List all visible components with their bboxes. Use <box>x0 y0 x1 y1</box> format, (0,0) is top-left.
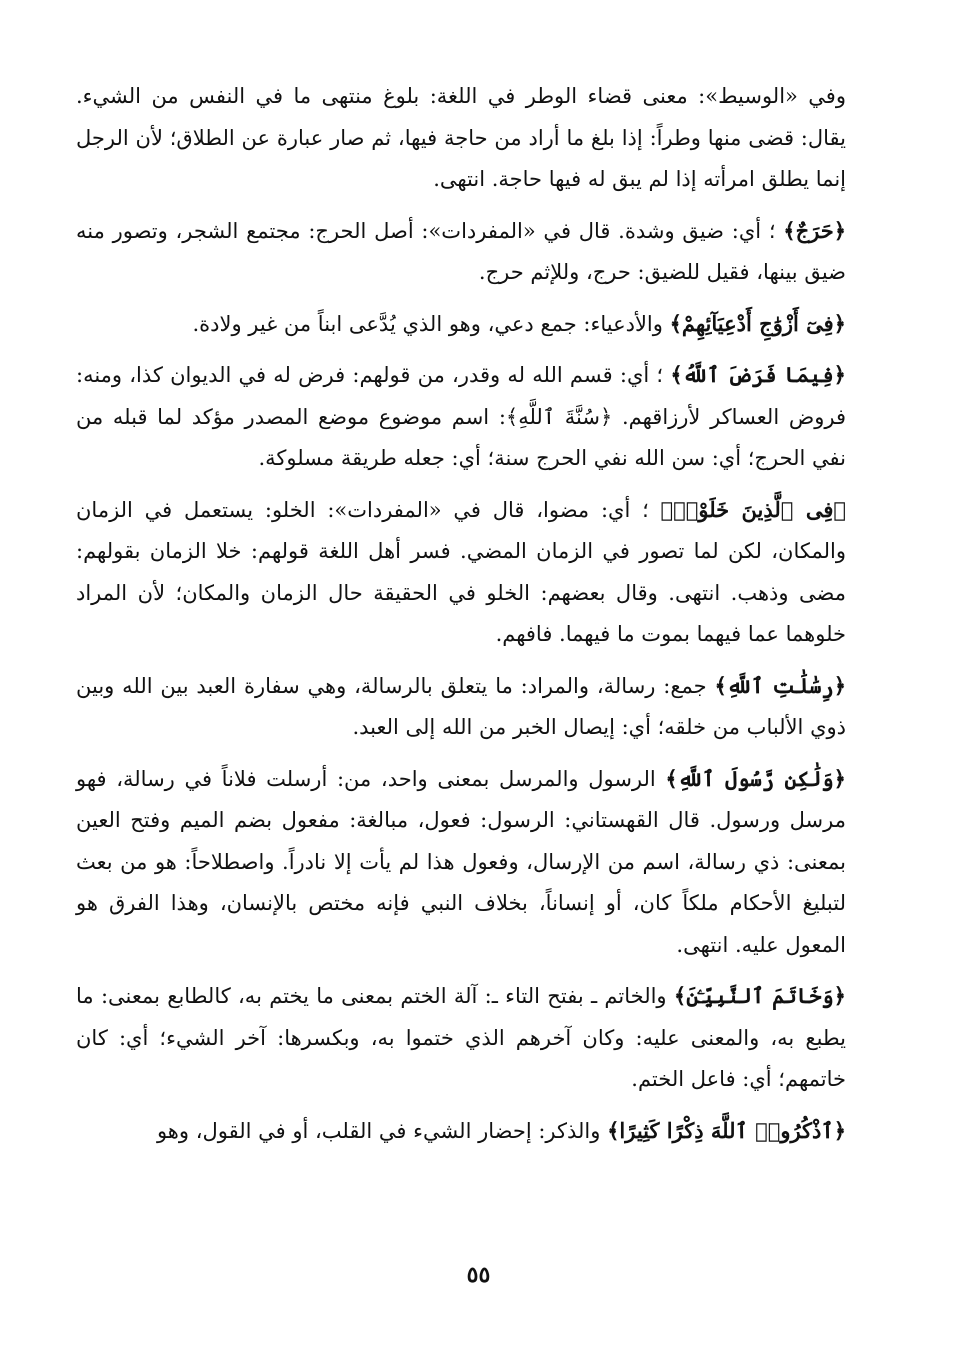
paragraph-text: ؛ أي: ضيق وشدة. قال في «المفردات»: أصل الحرج: مجتمع الشجر، وتصور منه ضيق بينها، فقيل للضيق: حرج، وللإثم حرج. <box>76 218 846 284</box>
paragraph-text: الرسول والمرسل بمعنى واحد، من: أرسلت فلاناً في رسالة، فهو مرسل ورسول. قال القهستاني: الرسول: فعول، مبالغة: مفعول بضم الميم وفتح العين بمعنى: ذي رسالة، اسم من الإرسال، وفعول هذا لم يأت إلا نادراً. واصطلاحاً: هو من بعث لتبليغ الأحكام ملكاً كان، أو إنساناً، بخلاف النبي فإنه مختص بالإنسان، وهذا الفرق هو المعول عليه. انتهى. <box>76 766 846 957</box>
quran-phrase: ﴿رِسَٰلَٰتِ ٱللَّهِ﴾ <box>714 672 846 698</box>
paragraph-risalat <box>76 665 846 749</box>
paragraph-rasul <box>76 758 846 967</box>
paragraph-khalaw <box>76 489 846 656</box>
paragraph-haraj <box>76 210 846 294</box>
paragraph-wasit <box>76 76 846 201</box>
paragraph-adiya <box>76 303 846 346</box>
paragraph-text: وفي «الوسيط»: معنى قضاء الوطر في اللغة: بلوغ منتهى ما في النفس من الشيء. يقال: قضى منها وطراً: إذا بلغ ما أراد من حاجة فيها، ثم صار عبارة عن الطلاق؛ لأن الرجل إنما يطلق امرأته إذا لم يبق له فيها حاجة. انتهى. <box>76 84 846 191</box>
paragraph-dhikr <box>76 1110 846 1153</box>
paragraph-text: ؛ أي: مضوا، قال في «المفردات»: الخلو: يستعمل في الزمان والمكان، لكن لما تصور في الزمان المضي. فسر أهل اللغة قولهم: خلا الزمان بقولهم: مضى وذهب. انتهى. وقال بعضهم: الخلو في الحقيقة حال الزمان والمكان؛ لأن المراد خلوهما عما فيهما بموت ما فيهما. فافهم. <box>76 497 846 646</box>
page-number: ٥٥ <box>466 1262 491 1288</box>
quran-phrase: ﴿فِيمَا فَرَضَ ٱللَّهُ﴾ <box>670 362 846 387</box>
paragraph-text: جمع: رسالة، والمراد: ما يتعلق بالرسالة، وهي سفارة العبد بين الله وبين ذوي الألباب من خلقه؛ أي: إيصال الخبر من الله إلى العبد. <box>76 673 846 739</box>
paragraph-text: والذكر: إحضار الشيء في القلب، أو في القول، وهو <box>156 1118 601 1143</box>
quran-phrase: ﴿وَلَٰكِن رَّسُولَ ٱللَّهِ﴾ <box>665 765 846 791</box>
quran-phrase: ﴿فِىٓ أَزْوَٰجِ أَدْعِيَآئِهِمْ﴾ <box>669 310 846 336</box>
paragraph-text: والخاتم ـ بفتح التاء ـ: آلة الختم بمعنى ما يختم به، كالطابع بمعنى: ما يطبع به، والمعنى عليه: وكان آخرهم الذي ختموا به، وبكسرها: آخر الشيء؛ أي: كان خاتمهم؛ أي: فاعل الختم. <box>76 984 846 1091</box>
quran-phrase: ﴿ٱذْكُرُوا۟ ٱللَّهَ ذِكْرًا كَثِيرًا﴾ <box>607 1117 846 1143</box>
quran-phrase: ﴿وَخَاتَمَ ٱلنَّبِيِّـۧنَ﴾ <box>673 983 846 1008</box>
quran-phrase: ﴿حَرَجٌ﴾ <box>783 217 846 243</box>
paragraph-khatam <box>76 975 846 1101</box>
paragraph-text: ؛ أي: قسم الله له وقدر، من قولهم: فرض له في الديوان كذا، ومنه: فروض العساكر لأرزاقهم. ﴿سُنَّةَ ٱللَّهِ﴾: اسم موضوع موضع المصدر مؤكد لما قبله من نفي الحرج؛ أي: سن الله نفي الحرج سنة؛ أي: جعله طريقة مسلوكة. <box>76 363 846 470</box>
paragraph-text: والأدعياء: جمع دعي، وهو الذي يُدَّعى ابناً من غير ولادة. <box>192 311 663 336</box>
page-body <box>76 76 846 1161</box>
quran-phrase: ﴿فِى ٱلَّذِينَ خَلَوْا۟﴾ <box>660 496 846 522</box>
paragraph-farada <box>76 354 846 480</box>
